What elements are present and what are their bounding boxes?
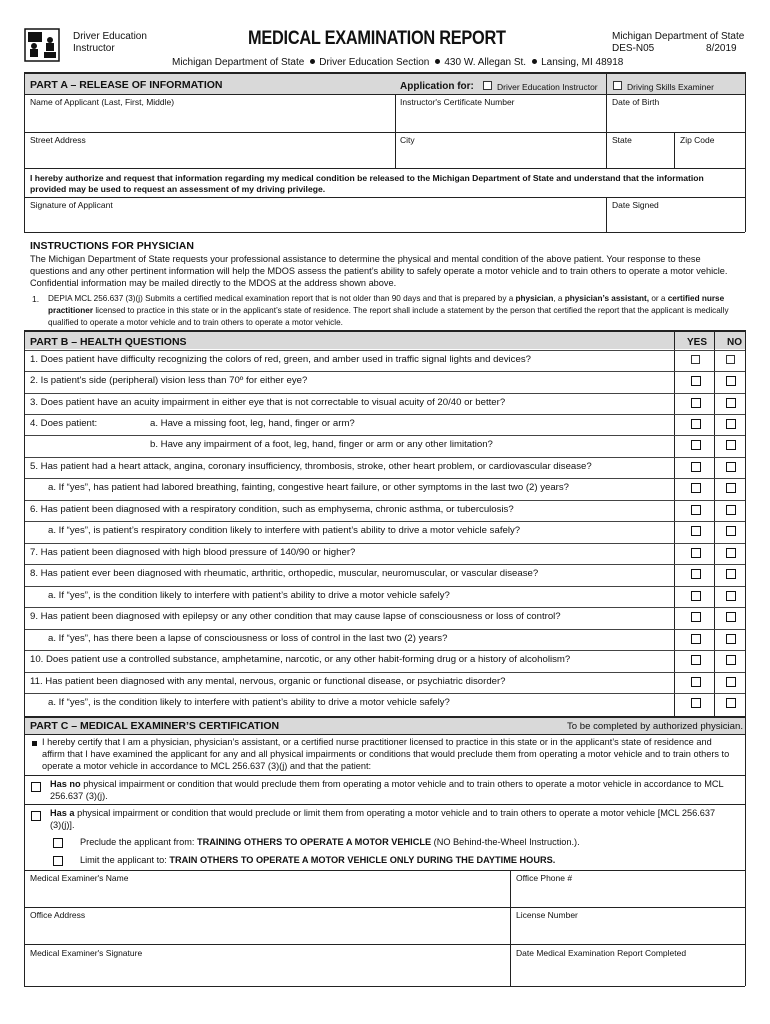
question-text: 7. Has patient been diagnosed with high blood pressure of 140/90 or higher? xyxy=(30,547,356,558)
office-address-field[interactable] xyxy=(30,921,505,941)
certification-line2: affirm that I have examined the applicant for any and all physical impairments or conditions that would preclude them from operating a motor vehicle and to train others to xyxy=(42,749,730,759)
question-text: 2. Is patient's side (peripheral) vision less than 70º for either eye? xyxy=(30,375,308,386)
application-for-label: Application for: xyxy=(400,81,474,92)
no-checkbox[interactable] xyxy=(726,419,736,429)
limit-option-text: Limit the applicant to: TRAIN OTHERS TO OPERATE A MOTOR VEHICLE ONLY DURING THE DAYTIME HOURS. xyxy=(80,855,556,865)
certification-line3: operate a motor vehicle in accordance to MCL 256.637 (3)(j) and that the patient: xyxy=(42,761,372,771)
header-form-date: 8/2019 xyxy=(706,43,737,54)
no-checkbox[interactable] xyxy=(726,677,736,687)
state-field[interactable] xyxy=(612,146,674,166)
state-label: State xyxy=(612,135,632,145)
date-of-birth-label: Date of Birth xyxy=(612,97,660,107)
note-number: 1. xyxy=(32,294,40,304)
question-text: 4. Does patient: xyxy=(30,418,98,429)
page-title: MEDICAL EXAMINATION REPORT xyxy=(248,28,506,49)
date-report-completed-label: Date Medical Examination Report Completed xyxy=(516,948,687,958)
question-text: a. If “yes”, has there been a lapse of consciousness or loss of control in the last two (2) years? xyxy=(48,633,448,644)
has-impairment-text: Has a physical impairment or condition that would preclude or limit them from operating a motor vehicle and to train others to operate a motor vehicle [MCL 256.637 xyxy=(50,808,716,818)
certification-line1: I hereby certify that I am a physician, physician’s assistant, or a certified nurse practitioner licensed to practice in this state or in the applicant’s state of residence and xyxy=(42,737,712,747)
no-header: NO xyxy=(727,337,742,348)
authorization-statement: I hereby authorize and request that information regarding my medical condition be released to the Michigan Department of State and understand that the information provided may be used to request an assessment of my driving privilege. xyxy=(30,173,704,194)
yes-checkbox[interactable] xyxy=(691,677,701,687)
yes-checkbox[interactable] xyxy=(691,376,701,386)
instructions-line2: questions and any other pertinent information will help the MDOS assess the patient’s ability to safely operate a motor vehicle and to train others to operate a motor vehicle. xyxy=(30,266,728,276)
applicant-name-field[interactable] xyxy=(30,108,395,130)
has-no-impairment-checkbox[interactable] xyxy=(31,782,41,792)
header-dept: Michigan Department of State xyxy=(612,31,745,42)
preclude-applicant-checkbox[interactable] xyxy=(53,838,63,848)
question-text: 5. Has patient had a heart attack, angina, coronary insufficiency, thrombosis, stroke, other heart problem, or cardiovascular disease? xyxy=(30,461,592,472)
yes-checkbox[interactable] xyxy=(691,655,701,665)
part-a-title: PART A – RELEASE OF INFORMATION xyxy=(30,79,223,91)
limit-applicant-checkbox[interactable] xyxy=(53,856,63,866)
question-text: 3. Does patient have an acuity impairment in either eye that is not correctable to visual acuity of 20/40 or better? xyxy=(30,397,506,408)
no-checkbox[interactable] xyxy=(726,462,736,472)
yes-checkbox[interactable] xyxy=(691,398,701,408)
date-signed-field[interactable] xyxy=(612,211,742,231)
option-driving-skills-examiner: Driving Skills Examiner xyxy=(627,82,714,92)
has-no-impairment-text: Has no physical impairment or condition that would preclude them from operating a motor vehicle and to train others to operate a motor vehicle in accordance to MCL xyxy=(50,779,724,789)
driver-education-instructor-checkbox[interactable] xyxy=(483,81,492,90)
name-field-label: Name of Applicant (Last, First, Middle) xyxy=(30,97,175,107)
street-address-label: Street Address xyxy=(30,135,86,145)
yes-header: YES xyxy=(687,337,708,348)
no-checkbox[interactable] xyxy=(726,440,736,450)
zip-code-label: Zip Code xyxy=(680,135,715,145)
city-field[interactable] xyxy=(400,146,605,166)
yes-checkbox[interactable] xyxy=(691,698,701,708)
instructions-line3: Confidential information may be mailed directly to the MDOS at the address shown above. xyxy=(30,278,397,288)
no-checkbox[interactable] xyxy=(726,526,736,536)
no-checkbox[interactable] xyxy=(726,398,736,408)
header-form-number: DES-N05 xyxy=(612,43,655,54)
question-text: 11. Has patient been diagnosed with any mental, nervous, organic or functional disease, or psychiatric disorder? xyxy=(30,676,506,687)
option-driver-education-instructor: Driver Education Instructor xyxy=(497,82,598,92)
no-checkbox[interactable] xyxy=(726,591,736,601)
note-line1: DEPIA MCL 256.637 (3)(j) Submits a certified medical examination report that is not older than 90 days and that is prepared by a physician, a physician’s assistant, or a certified nurse xyxy=(48,294,725,303)
header-left-line2: Instructor xyxy=(73,43,115,54)
certificate-number-label: Instructor's Certificate Number xyxy=(400,97,515,107)
instructions-line1: The Michigan Department of State requests your professional assistance to determine the physical and mental condition of the above patient. Your response to these xyxy=(30,254,701,264)
question-text: 6. Has patient been diagnosed with a respiratory condition, such as emphysema, chronic asthma, or tuberculosis? xyxy=(30,504,514,515)
address-part: Driver Education Section xyxy=(319,57,430,68)
examiner-signature-field[interactable] xyxy=(30,959,505,983)
part-c-note: To be completed by authorized physician. xyxy=(567,721,743,732)
license-number-field[interactable] xyxy=(516,921,742,941)
yes-checkbox[interactable] xyxy=(691,440,701,450)
office-phone-label: Office Phone # xyxy=(516,873,573,883)
street-address-field[interactable] xyxy=(30,146,395,166)
certificate-number-field[interactable] xyxy=(400,108,605,130)
note-line3: qualified to operate a motor vehicle and to train others to operate a motor vehicle. xyxy=(48,318,343,327)
applicant-signature-field[interactable] xyxy=(30,211,605,231)
license-number-label: License Number xyxy=(516,910,578,920)
address-part: Michigan Department of State xyxy=(172,57,305,68)
no-checkbox[interactable] xyxy=(726,548,736,558)
examiner-name-field[interactable] xyxy=(30,884,505,904)
driving-skills-examiner-checkbox[interactable] xyxy=(613,81,622,90)
question-text: 8. Has patient ever been diagnosed with rheumatic, arthritic, orthopedic, muscular, neuromuscular, or vascular disease? xyxy=(30,568,539,579)
question-text: 10. Does patient use a controlled substance, amphetamine, narcotic, or any other habit-forming drug or a history of alcoholism? xyxy=(30,654,571,665)
question-text: a. If “yes”, is the condition likely to interfere with patient’s ability to drive a motor vehicle safely? xyxy=(48,590,450,601)
question-text: a. If “yes”, is the condition likely to interfere with patient’s ability to drive a motor vehicle safely? xyxy=(48,697,450,708)
no-checkbox[interactable] xyxy=(726,569,736,579)
date-of-birth-field[interactable] xyxy=(612,108,742,130)
preclude-option-text: Preclude the applicant from: TRAINING OTHERS TO OPERATE A MOTOR VEHICLE (NO Behind-the-Wheel Instruction.). xyxy=(80,837,580,847)
office-address-label: Office Address xyxy=(30,910,86,920)
no-checkbox[interactable] xyxy=(726,505,736,515)
question-text: a. If “yes”, is patient’s respiratory condition likely to interfere with patient’s ability to drive a motor vehicle safely? xyxy=(48,525,521,536)
no-checkbox[interactable] xyxy=(726,634,736,644)
yes-checkbox[interactable] xyxy=(691,634,701,644)
note-line2: practitioner licensed to practice in this state or in the applicant’s state of residence. The report shall include a statement by the person that certified the report that the applicant is medically xyxy=(48,306,729,315)
question-text: b. Have any impairment of a foot, leg, hand, finger or arm or any other limitation? xyxy=(150,439,493,450)
no-checkbox[interactable] xyxy=(726,376,736,386)
yes-checkbox[interactable] xyxy=(691,569,701,579)
yes-checkbox[interactable] xyxy=(691,419,701,429)
instructions-title: INSTRUCTIONS FOR PHYSICIAN xyxy=(30,240,194,252)
signature-label: Signature of Applicant xyxy=(30,200,113,210)
question-row xyxy=(24,414,745,435)
yes-checkbox[interactable] xyxy=(691,483,701,493)
no-checkbox[interactable] xyxy=(726,612,736,622)
examiner-signature-label: Medical Examiner's Signature xyxy=(30,948,143,958)
no-checkbox[interactable] xyxy=(726,483,736,493)
examiner-name-label: Medical Examiner's Name xyxy=(30,873,129,883)
yes-checkbox[interactable] xyxy=(691,548,701,558)
part-c-title: PART C – MEDICAL EXAMINER’S CERTIFICATION xyxy=(30,720,280,732)
city-label: City xyxy=(400,135,415,145)
instructor-student-logo-icon xyxy=(24,28,60,62)
has-impairment-text2: (3)(j)]. xyxy=(50,820,75,830)
yes-checkbox[interactable] xyxy=(691,355,700,364)
no-checkbox[interactable] xyxy=(726,698,736,708)
header-address xyxy=(172,57,623,68)
square-bullet-icon xyxy=(32,741,37,746)
date-report-completed-field[interactable] xyxy=(516,959,742,983)
yes-checkbox[interactable] xyxy=(691,526,701,536)
has-no-impairment-text2: 256.637 (3)(j). xyxy=(50,791,108,801)
yes-checkbox[interactable] xyxy=(691,612,701,622)
part-b-title: PART B – HEALTH QUESTIONS xyxy=(30,336,187,348)
no-checkbox[interactable] xyxy=(726,655,736,665)
question-text: 1. Does patient have difficulty recognizing the colors of red, green, and amber used in traffic signal lights and devices? xyxy=(30,354,531,365)
question-text: 9. Has patient been diagnosed with epilepsy or any other condition that may cause lapse of consciousness or loss of control? xyxy=(30,611,561,622)
question-text: a. Have a missing foot, leg, hand, finger or arm? xyxy=(150,418,355,429)
no-checkbox[interactable] xyxy=(726,355,735,364)
question-text: a. If “yes”, has patient had labored breathing, fainting, congestive heart failure, or other symptoms in the last two (2) years? xyxy=(48,482,569,493)
has-impairment-checkbox[interactable] xyxy=(31,811,41,821)
address-part: 430 W. Allegan St. xyxy=(444,57,527,68)
office-phone-field[interactable] xyxy=(516,884,742,904)
zip-code-field[interactable] xyxy=(680,146,742,166)
yes-checkbox[interactable] xyxy=(691,462,701,472)
yes-checkbox[interactable] xyxy=(691,505,701,515)
header-left-line1: Driver Education xyxy=(73,31,147,42)
yes-checkbox[interactable] xyxy=(691,591,701,601)
address-part: Lansing, MI 48918 xyxy=(541,57,624,68)
date-signed-label: Date Signed xyxy=(612,200,659,210)
